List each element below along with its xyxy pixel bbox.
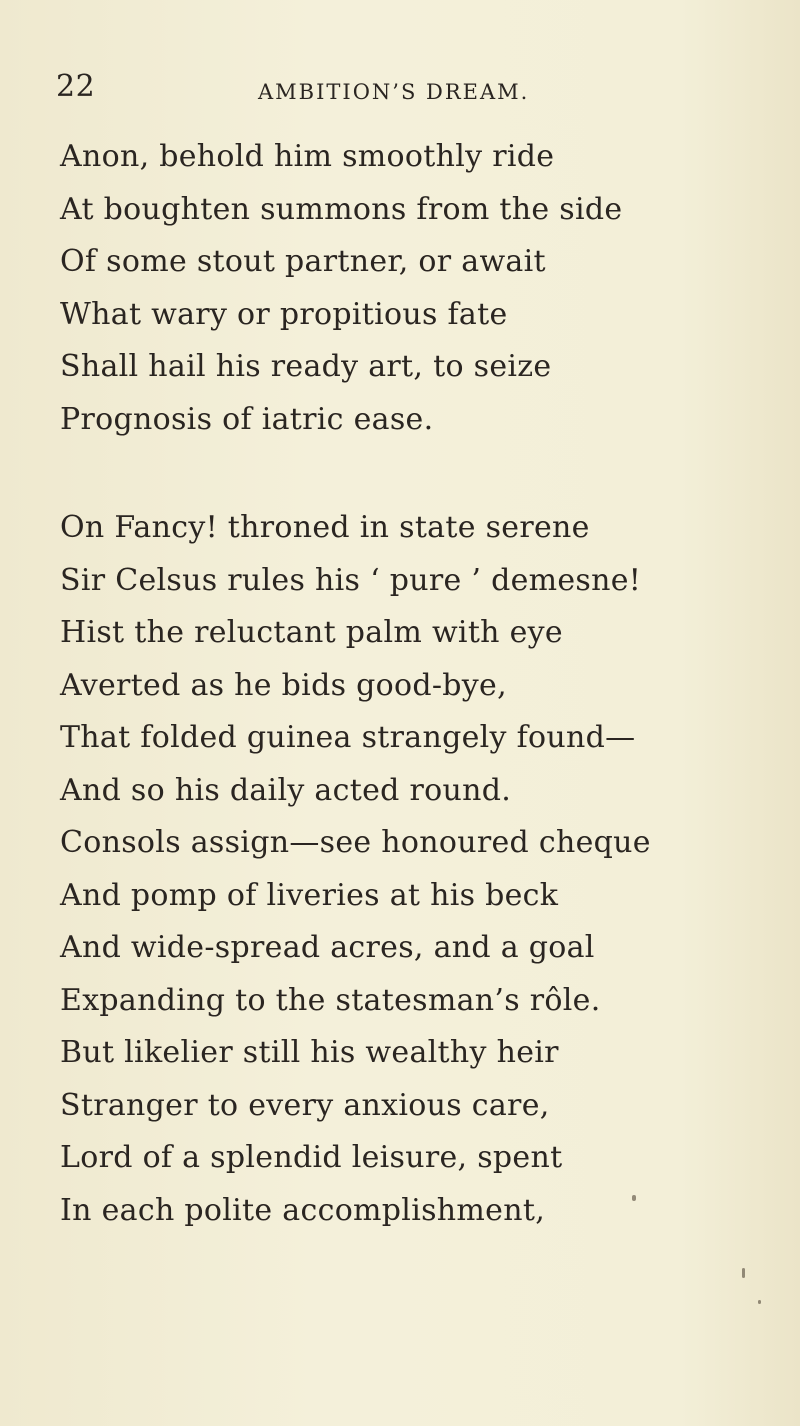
verse-line: Stranger to every anxious care, — [60, 1087, 550, 1123]
verse-line: Anon, behold him smoothly ride — [60, 139, 555, 174]
verse-line: In each polite accomplishment, — [60, 1192, 546, 1228]
verse-line: Averted as he bids good-bye, — [60, 667, 507, 703]
verse-line: Shall hail his ready art, to seize — [60, 349, 552, 384]
page-number: 22 — [56, 69, 96, 104]
paper-speck — [742, 1268, 745, 1278]
verse-line: Consols assign—see honoured cheque — [60, 825, 651, 860]
verse-line: And pomp of liveries at his beck — [60, 877, 559, 913]
stanza-2 — [60, 502, 780, 1237]
verse-line: And wide-spread acres, and a goal — [60, 930, 595, 965]
paper-speck — [758, 1300, 761, 1304]
verse-line: Prognosis of iatric ease. — [60, 401, 434, 437]
paper-speck — [632, 1195, 636, 1201]
verse-line: Sir Celsus rules his ‘ pure ’ demesne! — [60, 562, 642, 598]
verse-line: On Fancy! throned in state serene — [60, 510, 590, 545]
running-head — [0, 69, 800, 112]
verse-line: Lord of a splendid leisure, spent — [60, 1140, 563, 1175]
verse-line: Of some stout partner, or await — [60, 244, 546, 279]
running-title: AMBITION’S DREAM. — [258, 80, 530, 104]
stanza-1 — [60, 131, 780, 446]
verse-line: But likelier still his wealthy heir — [60, 1035, 559, 1070]
verse-line: What wary or propitious fate — [60, 296, 508, 332]
verse-line: And so his daily acted round. — [60, 772, 512, 808]
verse-line: That folded guinea strangely found— — [60, 720, 636, 755]
verse-line: At boughten summons from the side — [60, 191, 623, 227]
verse-line: Hist the reluctant palm with eye — [60, 615, 563, 650]
verse-line: Expanding to the statesman’s rôle. — [60, 982, 601, 1018]
